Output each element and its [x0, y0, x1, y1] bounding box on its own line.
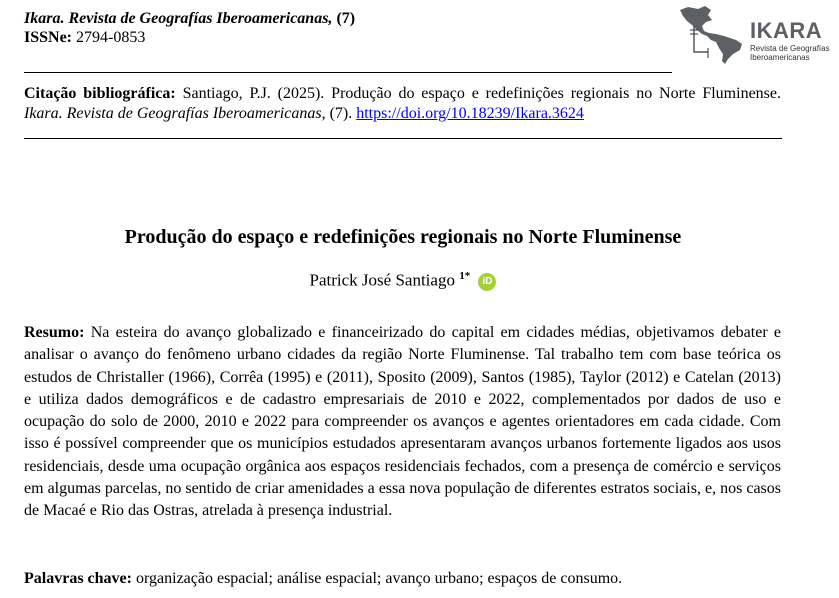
- abstract: [24, 322, 781, 523]
- journal-title: Ikara. Revista de Geografías Iberoamericanas,: [24, 10, 333, 27]
- abstract-label: Resumo:: [24, 324, 85, 341]
- abstract-text: Na esteira do avanço globalizado e financeirizado do capital em cidades médias, objetivamos debater e analisar o avanço do fenômeno urbano cidades da região Norte Fluminense. Tal trabalho tem com base teórica os estudos de Christaller (1966), Corrêa (1995) e (2011), Sposito (2009), Santos (1985), Taylor (2012) e Catelan (2013) e utiliza dados demográficos e de cadastro empresariais de 2010 e 2022, complementados por dados de uso e ocupação do solo de 2000, 2010 e 2022 para compreender os avanços e agentes orientadores em cada cidade. Com isso é possível compreender que os municípios estudados apresentaram avanços urbanos fortemente ligados aos usos residenciais, desde uma ocupação orgânica aos espaços residenciais fechados, com a presença de comércio e serviços em algumas parcelas, no sentido de criar amenidades a essa nova população de diferentes estratos sociais, e, nos casos de Macaé e Rio das Ostras, atrelada à presença industrial.: [24, 324, 782, 520]
- citation-issue: (7).: [329, 105, 353, 122]
- header-divider: [24, 72, 672, 73]
- journal-issue: (7): [336, 10, 356, 27]
- doi-link[interactable]: https://doi.org/10.18239/Ikara.3624: [356, 105, 584, 122]
- americas-map-icon: [678, 4, 750, 66]
- journal-header: [24, 9, 355, 47]
- issn-line: [24, 28, 355, 47]
- citation-label: Citação bibliográfica:: [24, 85, 176, 102]
- keywords-text: organização espacial; análise espacial; avanço urbano; espaços de consumo.: [135, 570, 623, 587]
- article-title: Produção do espaço e redefinições regionais no Norte Fluminense: [124, 226, 682, 248]
- author-name: Patrick José Santiago: [309, 270, 455, 290]
- issn-value: 2794-0853: [76, 29, 146, 46]
- author-affiliation-mark: 1*: [459, 270, 471, 282]
- citation-journal: Ikara. Revista de Geografías Iberoamericanas,: [24, 105, 326, 122]
- logo-subtitle: Revista de Geografías Iberoamericanas: [750, 44, 830, 62]
- issn-label: ISSNe:: [24, 29, 73, 46]
- keywords-label: Palavras chave:: [24, 570, 132, 587]
- citation-text: Santiago, P.J. (2025). Produção do espaço e redefinições regionais no Norte Fluminense.: [182, 85, 782, 102]
- author-line: [0, 264, 806, 293]
- logo-wordmark: IKARA: [750, 18, 823, 43]
- orcid-icon[interactable]: iD: [478, 273, 496, 291]
- keywords: [24, 569, 781, 589]
- citation-block: [24, 84, 781, 124]
- journal-logo: [678, 4, 828, 64]
- journal-line: [24, 9, 355, 28]
- citation-divider: [24, 138, 782, 139]
